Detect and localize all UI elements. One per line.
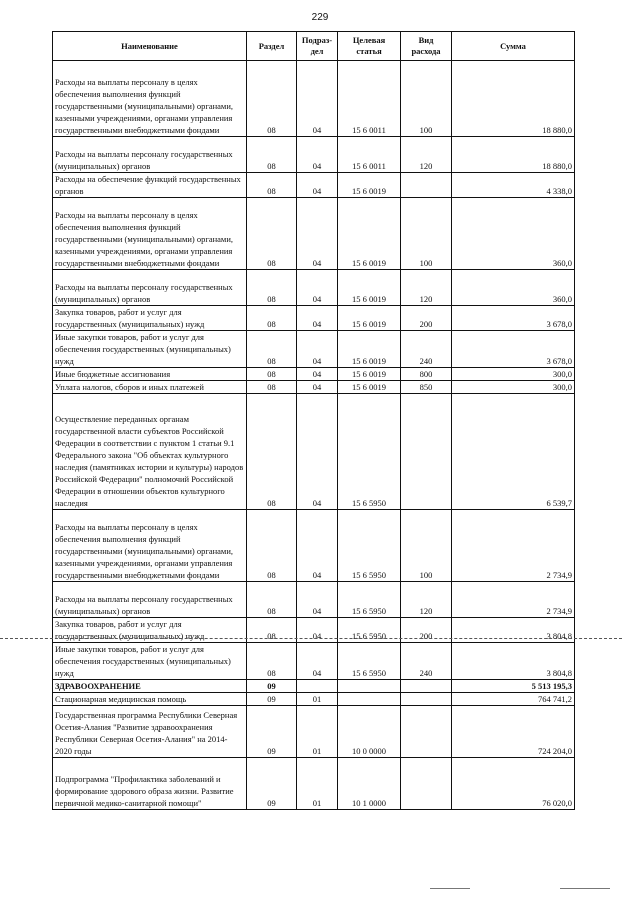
cell-section: 08 (247, 198, 297, 270)
cell-name: Государственная программа Республики Северная Осетия-Алания "Развитие здравоохранения Республики Северная Осетия-Алания" на 2014-2020 годы (53, 706, 247, 758)
cell-name: ЗДРАВООХРАНЕНИЕ (53, 680, 247, 693)
cell-amount: 18 880,0 (452, 137, 575, 173)
cell-amount: 3 804,8 (452, 618, 575, 643)
cell-section: 08 (247, 618, 297, 643)
cell-name: Расходы на выплаты персоналу в целях обеспечения выполнения функций государственными (муниципальными) органами, казенными учреждениями, органами управления государственными внебюджетными фондами (53, 61, 247, 137)
table-row (53, 643, 575, 680)
cell-subsection: 04 (297, 270, 338, 306)
cell-amount: 300,0 (452, 368, 575, 381)
cell-expense-type (401, 693, 452, 706)
cell-subsection: 04 (297, 61, 338, 137)
cell-expense-type (401, 706, 452, 758)
cell-amount: 360,0 (452, 270, 575, 306)
cell-expense-type (401, 394, 452, 510)
cell-expense-type (401, 758, 452, 810)
cell-section: 08 (247, 368, 297, 381)
cell-subsection: 04 (297, 643, 338, 680)
cell-name: Расходы на выплаты персоналу государственных (муниципальных) органов (53, 582, 247, 618)
cell-subsection: 04 (297, 394, 338, 510)
cell-amount: 4 338,0 (452, 173, 575, 198)
cell-amount: 3 678,0 (452, 306, 575, 331)
table-row (53, 270, 575, 306)
cell-name: Расходы на выплаты персоналу государственных (муниципальных) органов (53, 137, 247, 173)
cell-article: 15 6 0019 (338, 173, 401, 198)
cell-section: 08 (247, 173, 297, 198)
cell-expense-type: 100 (401, 198, 452, 270)
cell-article: 15 6 0019 (338, 331, 401, 368)
table-row (53, 331, 575, 368)
cell-name: Закупка товаров, работ и услуг для государственных (муниципальных) нужд (53, 306, 247, 331)
footer-line (560, 888, 610, 889)
cell-expense-type: 240 (401, 643, 452, 680)
cell-name: Подпрограмма "Профилактика заболеваний и формирование здорового образа жизни. Развитие первичной медико-санитарной помощи" (53, 758, 247, 810)
cell-section: 08 (247, 61, 297, 137)
cell-subsection: 04 (297, 331, 338, 368)
table-header-row (53, 32, 575, 61)
cell-name: Расходы на выплаты персоналу в целях обеспечения выполнения функций государственными (муниципальными) органами, казенными учреждениями, органами управления государственными внебюджетными фондами (53, 510, 247, 582)
cell-name: Расходы на обеспечение функций государственных органов (53, 173, 247, 198)
cell-name: Расходы на выплаты персоналу в целях обеспечения выполнения функций государственными (муниципальными) органами, казенными учреждениями, органами управления государственными внебюджетными фондами (53, 198, 247, 270)
cell-name: Уплата налогов, сборов и иных платежей (53, 381, 247, 394)
cell-subsection: 04 (297, 582, 338, 618)
cell-section: 08 (247, 137, 297, 173)
cell-section: 08 (247, 643, 297, 680)
cell-amount: 18 880,0 (452, 61, 575, 137)
cell-expense-type: 100 (401, 510, 452, 582)
footer-line (430, 888, 470, 889)
cell-subsection: 01 (297, 758, 338, 810)
cell-subsection: 04 (297, 173, 338, 198)
cell-subsection (297, 680, 338, 693)
cell-article: 15 6 5950 (338, 618, 401, 643)
header-name: Наименование (53, 32, 247, 61)
table-row (53, 706, 575, 758)
cell-amount: 5 513 195,3 (452, 680, 575, 693)
cell-subsection: 01 (297, 706, 338, 758)
table-row (53, 758, 575, 810)
cell-expense-type (401, 173, 452, 198)
header-amount: Сумма (452, 32, 575, 61)
header-section: Раздел (247, 32, 297, 61)
cell-amount: 764 741,2 (452, 693, 575, 706)
cell-amount: 2 734,9 (452, 510, 575, 582)
table-row (53, 510, 575, 582)
page-cut-line (0, 638, 622, 639)
cell-section: 08 (247, 306, 297, 331)
header-article: Целевая статья (338, 32, 401, 61)
table-row (53, 582, 575, 618)
cell-expense-type: 800 (401, 368, 452, 381)
cell-subsection: 04 (297, 306, 338, 331)
cell-name: Иные закупки товаров, работ и услуг для обеспечения государственных (муниципальных) нужд (53, 643, 247, 680)
cell-amount: 3 804,8 (452, 643, 575, 680)
cell-subsection: 04 (297, 381, 338, 394)
cell-subsection: 04 (297, 618, 338, 643)
table-row (53, 306, 575, 331)
cell-subsection: 01 (297, 693, 338, 706)
cell-section: 08 (247, 270, 297, 306)
table-row (53, 61, 575, 137)
cell-section: 08 (247, 582, 297, 618)
cell-subsection: 04 (297, 510, 338, 582)
cell-expense-type: 850 (401, 381, 452, 394)
cell-article: 15 6 0019 (338, 306, 401, 331)
header-expense-type: Вид расхода (401, 32, 452, 61)
cell-article: 15 6 0019 (338, 381, 401, 394)
cell-article: 15 6 5950 (338, 510, 401, 582)
cell-article: 15 6 0011 (338, 61, 401, 137)
cell-amount: 724 204,0 (452, 706, 575, 758)
table-row (53, 198, 575, 270)
cell-amount: 2 734,9 (452, 582, 575, 618)
cell-name: Закупка товаров, работ и услуг для государственных (муниципальных) нужд (53, 618, 247, 643)
cell-section: 09 (247, 693, 297, 706)
cell-amount: 300,0 (452, 381, 575, 394)
cell-subsection: 04 (297, 368, 338, 381)
cell-article (338, 693, 401, 706)
table-row (53, 394, 575, 510)
cell-section: 08 (247, 394, 297, 510)
cell-article: 15 6 5950 (338, 582, 401, 618)
cell-subsection: 04 (297, 137, 338, 173)
cell-name: Стационарная медицинская помощь (53, 693, 247, 706)
cell-article: 15 6 0019 (338, 270, 401, 306)
cell-article: 10 1 0000 (338, 758, 401, 810)
cell-article: 15 6 5950 (338, 643, 401, 680)
cell-section: 09 (247, 680, 297, 693)
cell-section: 08 (247, 381, 297, 394)
table-row (53, 368, 575, 381)
cell-section: 08 (247, 331, 297, 368)
table-row (53, 680, 575, 693)
cell-amount: 360,0 (452, 198, 575, 270)
cell-expense-type: 100 (401, 61, 452, 137)
cell-article: 15 6 5950 (338, 394, 401, 510)
cell-amount: 6 539,7 (452, 394, 575, 510)
page-number: 229 (311, 12, 329, 23)
cell-expense-type (401, 680, 452, 693)
header-subsection: Подраз-дел (297, 32, 338, 61)
cell-subsection: 04 (297, 198, 338, 270)
table-row (53, 381, 575, 394)
cell-name: Иные бюджетные ассигнования (53, 368, 247, 381)
cell-section: 09 (247, 758, 297, 810)
cell-amount: 3 678,0 (452, 331, 575, 368)
table-row (53, 173, 575, 198)
cell-expense-type: 200 (401, 618, 452, 643)
cell-name: Иные закупки товаров, работ и услуг для обеспечения государственных (муниципальных) нужд (53, 331, 247, 368)
budget-table (52, 31, 575, 810)
cell-section: 08 (247, 510, 297, 582)
cell-article: 10 0 0000 (338, 706, 401, 758)
cell-name: Осуществление переданных органам государственной власти субъектов Российской Федерации в соответствии с пунктом 1 статьи 9.1 Федерального закона "Об объектах культурного наследия (памятниках истории и культуры) народов Российской Федерации" полномочий Российской Федерации в отношении объектов культурного наследия (53, 394, 247, 510)
cell-expense-type: 240 (401, 331, 452, 368)
cell-section: 09 (247, 706, 297, 758)
table-row (53, 137, 575, 173)
cell-expense-type: 200 (401, 306, 452, 331)
cell-name: Расходы на выплаты персоналу государственных (муниципальных) органов (53, 270, 247, 306)
cell-expense-type: 120 (401, 270, 452, 306)
cell-expense-type: 120 (401, 582, 452, 618)
cell-article: 15 6 0011 (338, 137, 401, 173)
cell-article: 15 6 0019 (338, 368, 401, 381)
cell-expense-type: 120 (401, 137, 452, 173)
cell-article (338, 680, 401, 693)
cell-article: 15 6 0019 (338, 198, 401, 270)
cell-amount: 76 020,0 (452, 758, 575, 810)
table-row (53, 693, 575, 706)
